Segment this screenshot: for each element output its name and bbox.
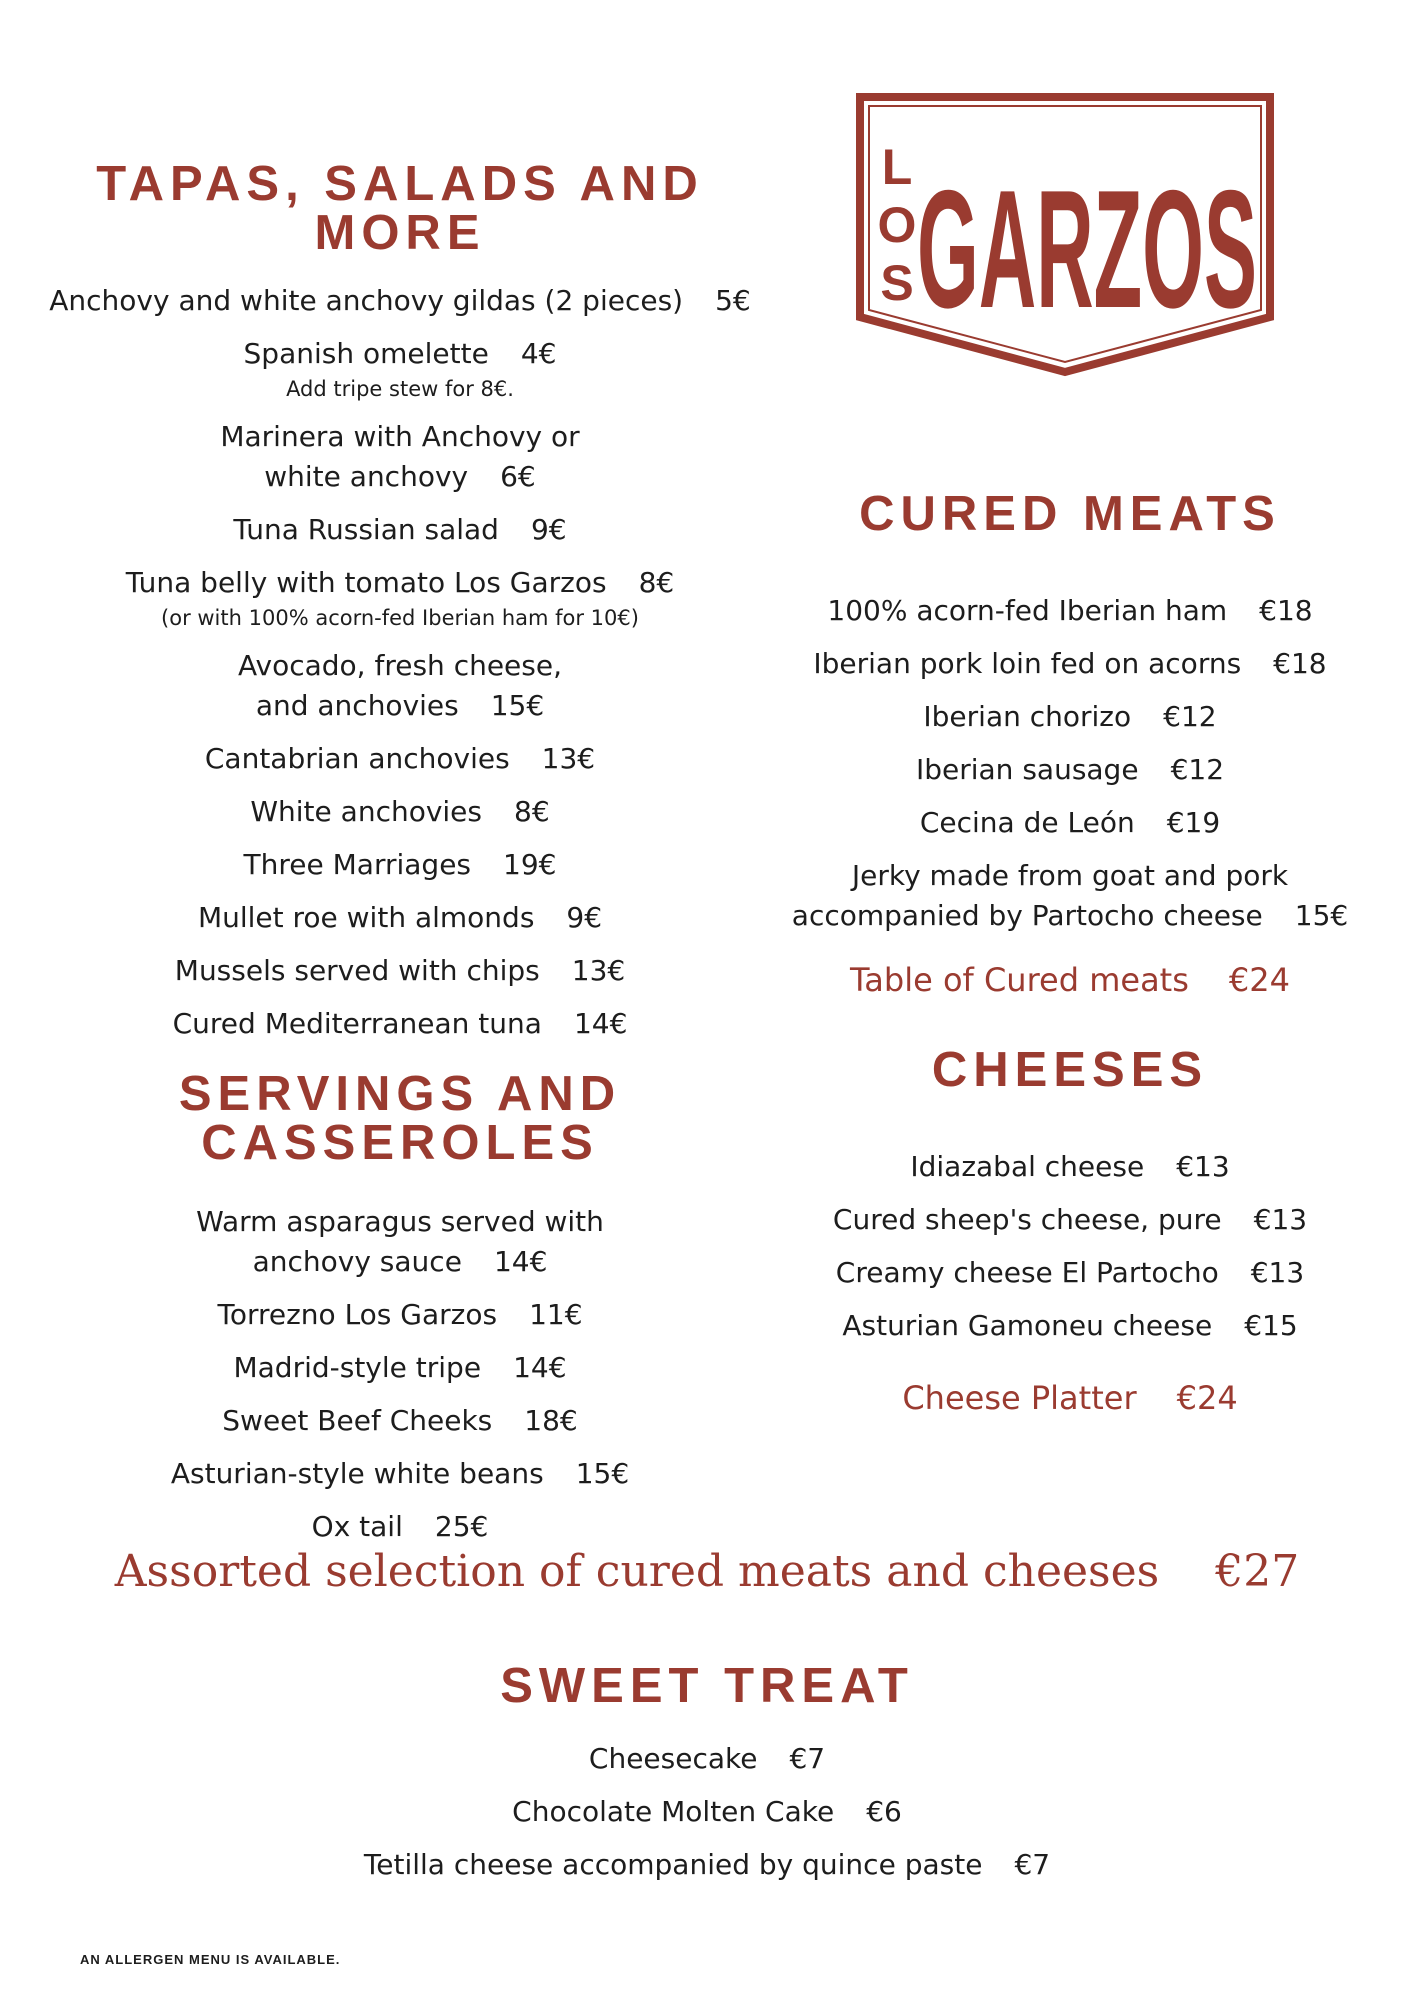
tapas-heading: TAPAS, SALADS AND MORE (96, 157, 704, 260)
menu-item (40, 334, 760, 374)
menu-item (40, 1004, 760, 1044)
platter-name: Table of Cured meats (850, 961, 1189, 999)
menu-item (40, 739, 760, 779)
menu-item (770, 1253, 1370, 1293)
item-price: 4€ (520, 337, 557, 370)
menu-item (40, 281, 760, 321)
menu-item (770, 1147, 1370, 1187)
menu-item (0, 1792, 1414, 1832)
item-name: Iberian chorizo (923, 700, 1132, 733)
item-price: €13 (1250, 1256, 1305, 1289)
menu-item (770, 856, 1370, 936)
menu-item (770, 1306, 1370, 1346)
item-price: 14€ (573, 1007, 628, 1040)
item-price: €13 (1176, 1150, 1230, 1183)
item-name: Cheesecake (588, 1742, 758, 1775)
logo-letter-s: S (880, 255, 914, 311)
item-name: Marinera with Anchovy or (220, 420, 580, 453)
item-price: 15€ (575, 1457, 630, 1490)
item-name: Mullet roe with almonds (197, 901, 535, 934)
left-column (40, 157, 760, 1547)
platter-price: €24 (1228, 961, 1290, 999)
item-name: Cured sheep's cheese, pure (832, 1203, 1222, 1236)
item-note: (or with 100% acorn-fed Iberian ham for 10€) (161, 606, 639, 630)
item-name: Asturian-style white beans (170, 1457, 544, 1490)
menu-item (40, 1348, 760, 1388)
cheeses-heading: CHEESES (931, 1043, 1209, 1097)
servings-heading: SERVINGS AND CASSEROLES (178, 1067, 622, 1170)
item-price: €19 (1166, 806, 1221, 839)
menu-item (0, 1739, 1414, 1779)
right-column (770, 487, 1370, 1420)
item-price: €12 (1170, 753, 1225, 786)
menu-item (0, 1845, 1414, 1885)
item-price: 5€ (715, 284, 751, 317)
item-name-line-2: and anchovies (255, 689, 459, 722)
item-name: Avocado, fresh cheese, (238, 649, 562, 682)
item-price: 8€ (638, 566, 675, 599)
menu-item (770, 644, 1370, 684)
item-name: Mussels served with chips (174, 954, 540, 987)
menu-item (40, 1507, 760, 1547)
item-price: 25€ (434, 1510, 489, 1543)
menu-item (40, 646, 760, 726)
item-name: Torrezno Los Garzos (217, 1298, 498, 1331)
item-name: Ox tail (311, 1510, 403, 1543)
logo-wordmark: GARZOS (917, 155, 1257, 343)
item-name: White anchovies (250, 795, 482, 828)
platter-name: Cheese Platter (902, 1379, 1137, 1417)
item-name: Jerky made from goat and pork (851, 859, 1289, 892)
item-price: 19€ (503, 848, 557, 881)
item-price: 8€ (514, 795, 550, 828)
menu-item (40, 510, 760, 550)
menu-item (40, 1295, 760, 1335)
item-note: Add tripe stew for 8€. (286, 377, 514, 401)
menu-item (770, 591, 1370, 631)
item-name: 100% acorn-fed Iberian ham (827, 594, 1228, 627)
item-price: 14€ (513, 1351, 567, 1384)
menu-item (770, 697, 1370, 737)
los-garzos-logo (855, 92, 1275, 377)
menu-item (770, 750, 1370, 790)
logo-letter-o: O (877, 197, 917, 253)
item-name: Warm asparagus served with (196, 1205, 604, 1238)
menu-item (40, 1401, 760, 1441)
item-price: €18 (1273, 647, 1327, 680)
item-name: Spanish omelette (243, 337, 489, 370)
item-price: €18 (1259, 594, 1313, 627)
menu-item (40, 1202, 760, 1282)
item-price: €13 (1253, 1203, 1308, 1236)
menu-item (40, 563, 760, 603)
item-name: Three Marriages (243, 848, 472, 881)
item-name: Madrid-style tripe (233, 1351, 482, 1384)
assorted-name: Assorted selection of cured meats and cheeses (114, 1546, 1160, 1597)
item-name-line-2: accompanied by Partocho cheese (791, 899, 1263, 932)
item-price: €7 (789, 1742, 826, 1775)
item-price: 9€ (530, 513, 567, 546)
item-price: 13€ (571, 954, 626, 987)
item-name: Iberian pork loin fed on acorns (813, 647, 1242, 680)
item-price: 14€ (493, 1245, 548, 1278)
logo-letter-l: L (881, 139, 913, 195)
menu-item (770, 1200, 1370, 1240)
item-name-line-2: white anchovy (264, 460, 469, 493)
item-name: Creamy cheese El Partocho (835, 1256, 1219, 1289)
item-name: Tuna Russian salad (233, 513, 499, 546)
platter-price: €24 (1176, 1379, 1238, 1417)
item-name: Cantabrian anchovies (204, 742, 510, 775)
item-name: Tetilla cheese accompanied by quince paste (363, 1848, 983, 1881)
menu-item (40, 845, 760, 885)
item-price: 15€ (1294, 899, 1349, 932)
item-price: €7 (1014, 1848, 1051, 1881)
bottom-section (0, 1546, 1414, 1885)
item-name: Cecina de León (919, 806, 1135, 839)
item-name: Anchovy and white anchovy gildas (2 pieces) (49, 284, 684, 317)
allergen-notice: AN ALLERGEN MENU IS AVAILABLE. (80, 1952, 341, 1967)
item-price: 6€ (500, 460, 536, 493)
item-name: Tuna belly with tomato Los Garzos (125, 566, 607, 599)
item-price: €15 (1244, 1309, 1298, 1342)
item-name: Idiazabal cheese (910, 1150, 1145, 1183)
item-name: Iberian sausage (915, 753, 1139, 786)
cured-meats-platter (770, 958, 1370, 1002)
item-price: €6 (866, 1795, 902, 1828)
item-price: 18€ (524, 1404, 578, 1437)
assorted-selection (0, 1546, 1414, 1597)
item-name: Sweet Beef Cheeks (222, 1404, 493, 1437)
item-name: Cured Mediterranean tuna (172, 1007, 542, 1040)
item-price: 13€ (541, 742, 596, 775)
item-price: 15€ (490, 689, 545, 722)
cheese-platter (770, 1376, 1370, 1420)
item-name: Asturian Gamoneu cheese (842, 1309, 1213, 1342)
sweet-treat-heading: SWEET TREAT (500, 1659, 914, 1713)
assorted-price: €27 (1215, 1546, 1300, 1597)
item-price: 11€ (529, 1298, 583, 1331)
menu-item (40, 898, 760, 938)
cured-meats-heading: CURED MEATS (859, 487, 1281, 541)
menu-item (770, 803, 1370, 843)
item-price: €12 (1163, 700, 1217, 733)
item-name: Chocolate Molten Cake (512, 1795, 835, 1828)
item-price: 9€ (566, 901, 603, 934)
menu-item (40, 417, 760, 497)
item-name-line-2: anchovy sauce (252, 1245, 462, 1278)
menu-item (40, 792, 760, 832)
menu-item (40, 1454, 760, 1494)
menu-item (40, 951, 760, 991)
